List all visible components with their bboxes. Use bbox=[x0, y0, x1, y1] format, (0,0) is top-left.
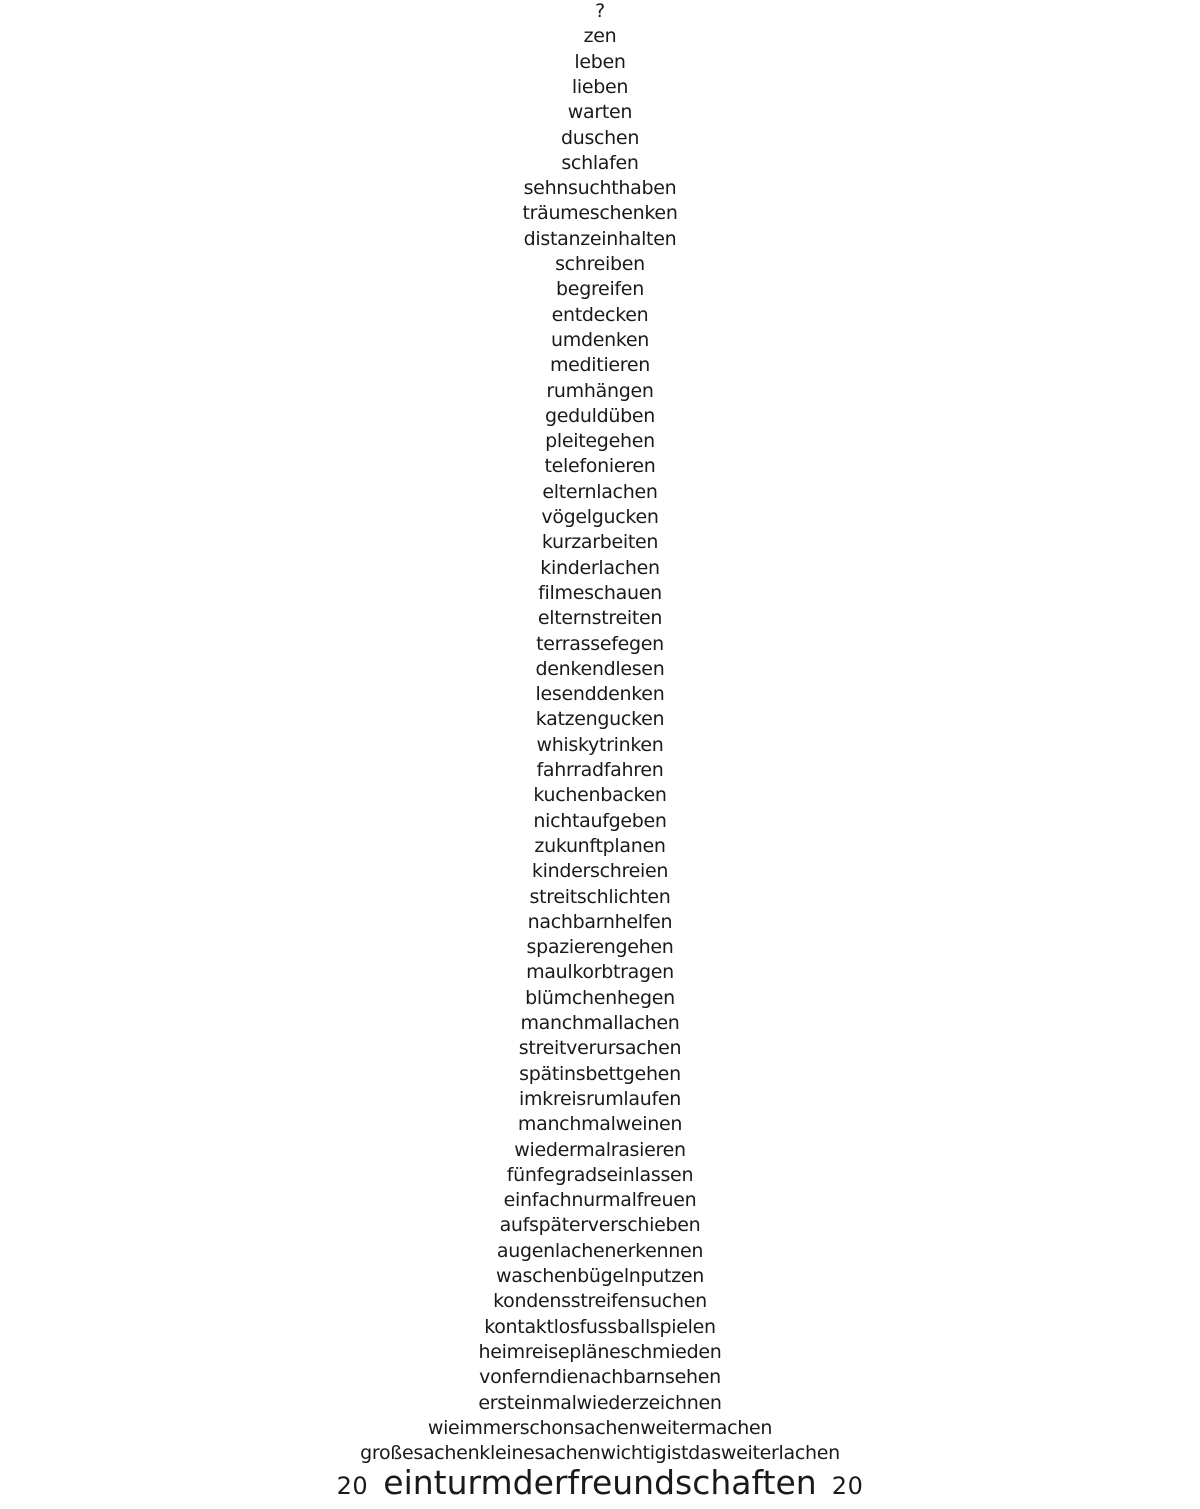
tower-word-line: fünfegradseinlassen bbox=[506, 1163, 694, 1186]
tower-word-line: manchmalweinen bbox=[517, 1113, 683, 1136]
tower-word-line: whiskytrinken bbox=[536, 733, 664, 756]
tower-word-line: wieimmerschonsachenweitermachen bbox=[427, 1416, 773, 1439]
tower-word-line: warten bbox=[567, 101, 633, 124]
footer-year-right: 20 bbox=[831, 1472, 864, 1500]
tower-word-line: duschen bbox=[560, 126, 640, 149]
tower-word-line: distanzeinhalten bbox=[523, 227, 677, 250]
tower-word-line: kontaktlosfussballspielen bbox=[484, 1315, 716, 1338]
tower-word-line: entdecken bbox=[551, 303, 649, 326]
tower-word-line: imkreisrumlaufen bbox=[519, 1087, 681, 1110]
tower-word-line: elternlachen bbox=[542, 480, 658, 503]
tower-word-line: leben bbox=[574, 50, 626, 73]
tower-word-line: zukunftplanen bbox=[534, 834, 666, 857]
tower-word-line: wiedermalrasieren bbox=[514, 1138, 686, 1161]
tower-word-line: aufspäterverschieben bbox=[499, 1214, 701, 1237]
tower-word-line: vögelgucken bbox=[541, 506, 659, 528]
tower-word-line: umdenken bbox=[551, 328, 649, 351]
tower-word-line: ersteinmalwiederzeichnen bbox=[478, 1391, 722, 1414]
tower-word-line: maulkorbtragen bbox=[526, 961, 674, 984]
tower-word-line: zen bbox=[583, 25, 617, 48]
tower-word-line: elternstreiten bbox=[537, 607, 663, 630]
tower-word-line: großesachenkleinesachenwichtigistdasweiterlachen bbox=[360, 1442, 840, 1465]
tower-word-line: begreifen bbox=[556, 278, 644, 301]
tower-word-line: rumhängen bbox=[546, 379, 654, 402]
tower-word-line: spazierengehen bbox=[526, 936, 674, 959]
tower-word-line: streitschlichten bbox=[529, 885, 671, 908]
tower-word-line: heimreisepläneschmieden bbox=[478, 1340, 722, 1363]
tower-word-line: meditieren bbox=[549, 354, 651, 377]
tower-word-line: spätinsbettgehen bbox=[519, 1062, 681, 1085]
tower-word-line: fahrradfahren bbox=[536, 759, 664, 781]
tower-word-line: augenlachenerkennen bbox=[496, 1239, 704, 1262]
tower-word-line: schlafen bbox=[561, 151, 639, 174]
tower-word-line: schreiben bbox=[555, 253, 645, 275]
tower-word-line: lieben bbox=[571, 75, 629, 98]
tower-word-line: nichtaufgeben bbox=[533, 809, 667, 832]
tower-word-line: träumeschenken bbox=[522, 202, 678, 225]
tower-word-line: geduldüben bbox=[544, 404, 656, 427]
tower-word-line: kinderlachen bbox=[540, 556, 660, 579]
tower-word-line: kondensstreifensuchen bbox=[493, 1290, 707, 1313]
tower-word-line: vonferndienachbarnsehen bbox=[479, 1366, 721, 1389]
tower-word-line: manchmallachen bbox=[520, 1012, 680, 1034]
tower-word-line: filmeschauen bbox=[538, 581, 662, 604]
tower-word-line: einfachnurmalfreuen bbox=[503, 1189, 697, 1212]
tower-word-line: terrassefegen bbox=[536, 632, 664, 655]
tower-word-line: waschenbügelnputzen bbox=[495, 1265, 705, 1287]
tower-word-line: denkendlesen bbox=[535, 657, 665, 680]
tower-word-line: katzengucken bbox=[535, 708, 665, 731]
footer-title: einturmderfreundschaften bbox=[383, 1463, 817, 1502]
tower-word-line: kuchenbacken bbox=[533, 784, 667, 807]
footer-title-line bbox=[0, 1463, 1200, 1509]
tower-word-line: ? bbox=[595, 0, 605, 22]
tower-word-line: nachbarnhelfen bbox=[527, 910, 673, 933]
tower-word-line: lesenddenken bbox=[535, 683, 665, 706]
tower-word-line: kurzarbeiten bbox=[541, 531, 659, 554]
tower-word-line: telefonieren bbox=[544, 455, 656, 478]
tower-word-line: kinderschreien bbox=[531, 860, 669, 883]
tower-word-line: streitverursachen bbox=[518, 1037, 682, 1060]
tower-word-line: sehnsuchthaben bbox=[523, 177, 677, 200]
footer-year-left: 20 bbox=[336, 1472, 369, 1500]
tower-word-line: pleitegehen bbox=[545, 430, 655, 453]
tower-word-line: blümchenhegen bbox=[525, 986, 675, 1009]
